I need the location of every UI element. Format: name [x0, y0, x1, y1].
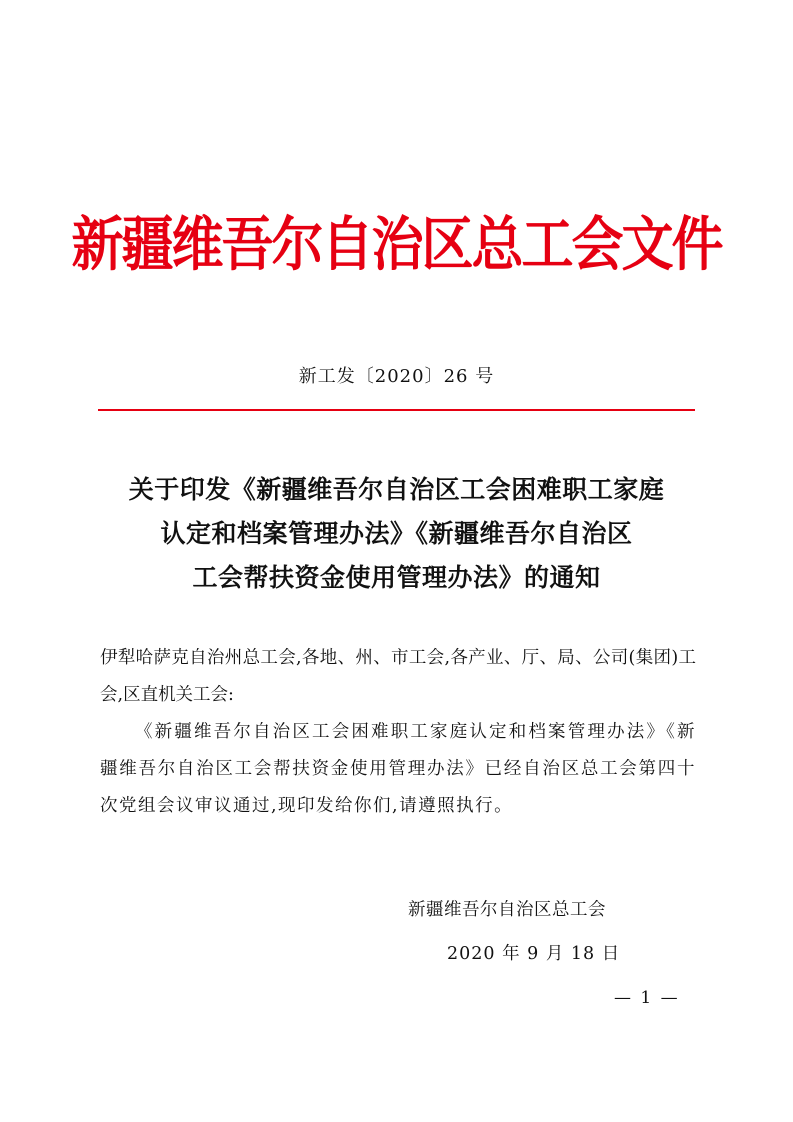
body-paragraph: 《新疆维吾尔自治区工会困难职工家庭认定和档案管理办法》《新疆维吾尔自治区工会帮扶资金使用管理办法》已经自治区总工会第四十次党组会议审议通过,现印发给你们,请遵照执行。	[100, 722, 696, 816]
document-body	[100, 640, 696, 825]
title-line-2: 认定和档案管理办法》《新疆维吾尔自治区	[160, 519, 633, 548]
salutation-recipients: 伊犁哈萨克自治州总工会,各地、州、市工会,各产业、厅、局、公司(集团)工会,区直机关工会:	[100, 648, 696, 705]
issue-date: 2020 年 9 月 18 日	[447, 944, 621, 964]
document-masthead: 新疆维吾尔自治区总工会文件	[71, 211, 722, 279]
title-line-1: 关于印发《新疆维吾尔自治区工会困难职工家庭	[128, 475, 665, 504]
document-title	[60, 468, 733, 600]
document-number: 新工发〔2020〕26 号	[298, 366, 495, 387]
issuer-signature: 新疆维吾尔自治区总工会	[408, 900, 606, 920]
red-divider-line	[98, 409, 695, 411]
page-number: — 1 —	[614, 988, 680, 1008]
title-line-3: 工会帮扶资金使用管理办法》的通知	[192, 563, 601, 592]
